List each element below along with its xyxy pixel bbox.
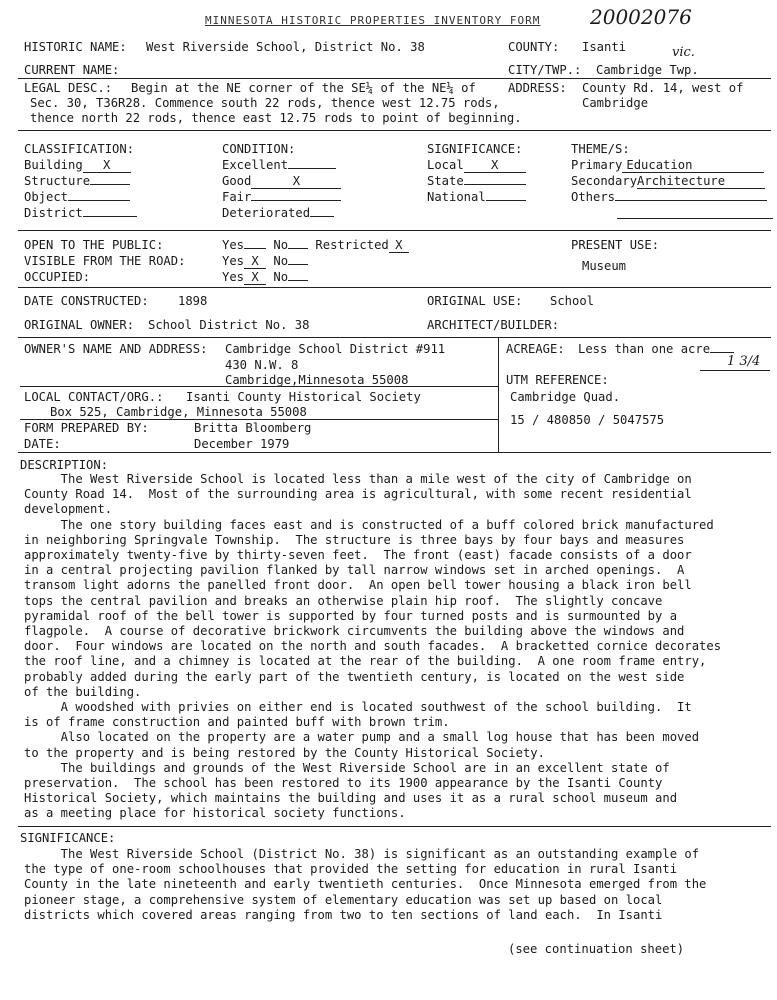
date-constructed-label: DATE CONSTRUCTED:	[24, 294, 149, 308]
address-label: ADDRESS:	[508, 81, 567, 95]
owner-line-3-rule	[20, 386, 498, 387]
owner-block-divider	[498, 337, 499, 452]
description-line: is of frame construction and painted buff with brown trim.	[24, 715, 450, 730]
owner-line-3: Cambridge,Minnesota 55008	[225, 373, 409, 387]
visible-road-options: Yes X No	[222, 254, 308, 269]
historic-name-value: West Riverside School, District No. 38	[146, 40, 425, 54]
contact-line-1: Isanti County Historical Society	[186, 390, 421, 404]
classification-structure: Structure	[24, 174, 130, 188]
description-line: of the building.	[24, 684, 142, 699]
date-value: December 1979	[194, 437, 290, 451]
divider-7	[18, 826, 771, 827]
architect-label: ARCHITECT/BUILDER:	[427, 318, 560, 332]
significance-local: Local X	[427, 158, 526, 173]
divider-3	[18, 230, 771, 231]
contact-rule	[20, 419, 498, 420]
description-line: The West Riverside School is located less than a mile west of the city of Cambridge on	[24, 472, 692, 486]
significance-line: pioneer stage, a comprehensive system of elementary education was set up based on local	[24, 892, 663, 907]
condition-label: CONDITION:	[222, 142, 296, 156]
description-line: Also located on the property are a water pump and a small log house that has been moved	[24, 730, 700, 745]
significance-line: the type of one-room schoolhouses that provided the setting for education in rural Isanti	[24, 862, 678, 877]
acreage-annotation: 1 3/4	[727, 354, 761, 369]
city-label: CITY/TWP.:	[508, 63, 582, 77]
contact-line-2: Box 525, Cambridge, Minnesota 55008	[50, 405, 307, 419]
description-line: in neighboring Springvale Township. The structure is three bays by four bays and measures	[24, 532, 685, 547]
theme-others: Others	[571, 190, 767, 204]
continuation-note: (see continuation sheet)	[508, 942, 685, 956]
description-line: preservation. The school has been restored to its 1900 appearance by the Isanti County	[24, 776, 663, 791]
county-value: Isanti	[582, 40, 627, 54]
divider-2	[18, 130, 771, 131]
legal-line-2: Sec. 30, T36R28. Commence south 22 rods, thence west 12.75 rods,	[30, 96, 500, 110]
condition-good: Good X	[222, 174, 341, 189]
description-line: A woodshed with privies on either end is located southwest of the school building. It	[24, 700, 692, 715]
description-line: as a meeting place for historical society functions.	[24, 806, 406, 821]
acreage-label: ACREAGE:	[506, 342, 565, 356]
classification-building: Building X	[24, 158, 131, 173]
legal-line-1: Begin at the NE corner of the SE¼ of the NE¼ of	[131, 81, 476, 95]
classification-object: Object	[24, 190, 130, 204]
description-text	[24, 472, 764, 822]
occupied-options: Yes X No	[222, 270, 308, 285]
prepared-label: FORM PREPARED BY:	[24, 421, 149, 435]
utm-quad: Cambridge Quad.	[510, 390, 621, 404]
date-constructed-value: 1898	[178, 294, 208, 308]
significance-line: The West Riverside School (District No. 38) is significant as an outstanding example of	[24, 847, 700, 861]
significance-national: National	[427, 190, 526, 204]
open-public-options: Yes No Restricted X	[222, 238, 409, 253]
county-label: COUNTY:	[508, 40, 560, 54]
owner-label: OWNER'S NAME AND ADDRESS:	[24, 342, 208, 356]
visible-road-label: VISIBLE FROM THE ROAD:	[24, 254, 186, 268]
current-name-label: CURRENT NAME:	[24, 63, 120, 77]
condition-excellent: Excellent	[222, 158, 336, 172]
owner-line-1: Cambridge School District #911	[225, 342, 446, 356]
utm-coordinates: 15 / 480850 / 5047575	[510, 413, 665, 427]
legal-label: LEGAL DESC.:	[24, 81, 113, 95]
original-owner-value: School District No. 38	[148, 318, 310, 332]
significance-state: State	[427, 174, 526, 188]
address-line-1: County Rd. 14, west of	[582, 81, 744, 95]
significance-label: SIGNIFICANCE:	[20, 831, 116, 845]
theme-label: THEME/S:	[571, 142, 630, 156]
description-line: to the property and is being restored by the County Historical Society.	[24, 745, 545, 760]
original-use-value: School	[550, 294, 595, 308]
present-use-value: Museum	[582, 259, 627, 273]
form-title: MINNESOTA HISTORIC PROPERTIES INVENTORY FORM	[205, 14, 541, 27]
theme-primary: Primary Education	[571, 158, 764, 173]
condition-deteriorated: Deteriorated	[222, 206, 334, 220]
original-owner-label: ORIGINAL OWNER:	[24, 318, 135, 332]
significance-line: County in the late nineteenth and early twentieth centuries. Once Minnesota emerged from the	[24, 877, 707, 892]
divider-4	[18, 287, 771, 288]
legal-line-3: thence north 22 rods, thence east 12.75 rods to point of beginning.	[30, 111, 522, 125]
contact-label: LOCAL CONTACT/ORG.:	[24, 390, 164, 404]
significance-text	[24, 847, 764, 923]
description-line: door. Four windows are located on the north and south facades. A bracketted cornice decorates	[24, 639, 722, 654]
city-annotation: vic.	[672, 45, 695, 60]
description-line: probably added during the early part of the twentieth century, is located on the west side	[24, 669, 685, 684]
historic-name-label: HISTORIC NAME:	[24, 40, 127, 54]
inventory-number: 20002076	[590, 5, 692, 29]
description-line: County Road 14. Most of the surrounding area is agricultural, with some recent residential	[24, 487, 692, 502]
theme-blank-line	[617, 205, 773, 219]
present-use-label: PRESENT USE:	[571, 238, 660, 252]
condition-fair: Fair	[222, 190, 341, 204]
classification-label: CLASSIFICATION:	[24, 142, 135, 156]
divider-5	[18, 337, 771, 338]
owner-line-2: 430 N.W. 8	[225, 358, 299, 372]
description-line: in a central projecting pavilion flanked by tall narrow windows set in arched openings. A	[24, 563, 685, 578]
classification-district: District	[24, 206, 137, 220]
description-line: pyramidal roof of the bell tower is supported by four turned posts and is surmounted by a	[24, 608, 678, 623]
significance-level-label: SIGNIFICANCE:	[427, 142, 523, 156]
date-label: DATE:	[24, 437, 61, 451]
description-line: The one story building faces east and is constructed of a buff colored brick manufactured	[24, 517, 714, 532]
divider-1	[18, 78, 771, 79]
prepared-value: Britta Bloomberg	[194, 421, 312, 435]
city-value: Cambridge Twp.	[596, 63, 699, 77]
significance-line: districts which covered areas ranging from two to ten sections of land each. In Isanti	[24, 907, 663, 922]
acreage-value: Less than one acre	[578, 342, 734, 356]
description-line: tops the central pavilion and breaks an otherwise plain hip roof. The slightly concave	[24, 593, 663, 608]
description-line: approximately twenty-five by thirty-seven feet. The front (east) facade consists of a door	[24, 548, 692, 563]
divider-6	[18, 452, 771, 453]
description-label: DESCRIPTION:	[20, 458, 109, 472]
description-line: development.	[24, 502, 113, 517]
description-line: Historical Society, which maintains the building and uses it as a rural school museum and	[24, 791, 678, 806]
description-line: transom light adorns the panelled front door. An open bell tower housing a black iron bell	[24, 578, 692, 593]
occupied-label: OCCUPIED:	[24, 270, 91, 284]
address-line-2: Cambridge	[582, 96, 649, 110]
description-line: the roof line, and a chimney is located at the rear of the building. A one room frame entry,	[24, 654, 707, 669]
description-line: flagpole. A course of decorative brickwork circumvents the building above the windows and	[24, 624, 685, 639]
description-line: The buildings and grounds of the West Riverside School are in an excellent state of	[24, 760, 670, 775]
original-use-label: ORIGINAL USE:	[427, 294, 523, 308]
theme-secondary: SecondaryArchitecture	[571, 174, 765, 189]
open-public-label: OPEN TO THE PUBLIC:	[24, 238, 164, 252]
utm-label: UTM REFERENCE:	[506, 373, 609, 387]
